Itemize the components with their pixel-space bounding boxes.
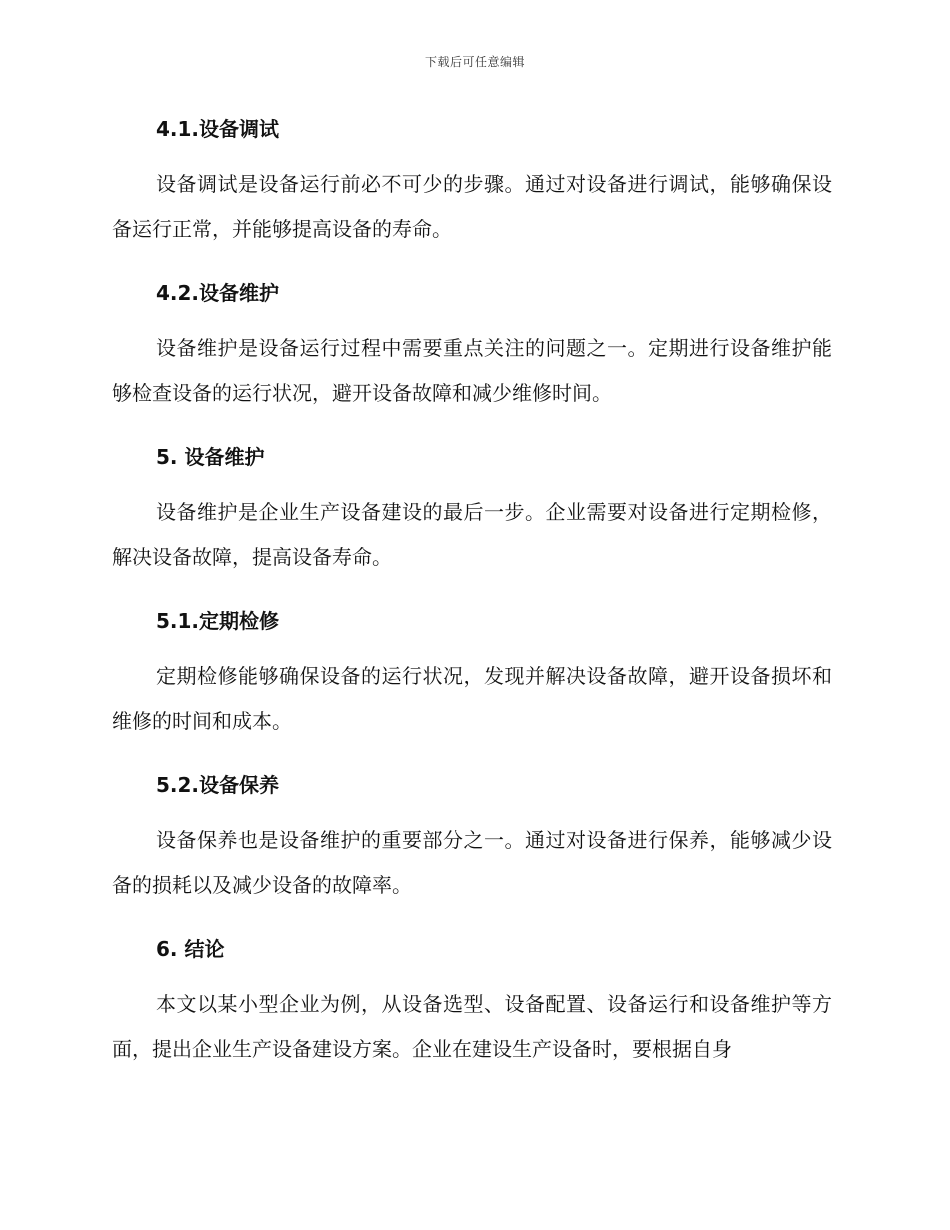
section-paragraph-4-1: 设备调试是设备运行前必不可少的步骤。通过对设备进行调试，能够确保设备运行正常，并能够提高设备的寿命。: [112, 172, 832, 241]
section-heading-5-1: 5.1.定期检修: [156, 609, 280, 633]
page-header-note: 下载后可任意编辑: [424, 55, 525, 69]
section-heading-4-2: 4.2.设备维护: [156, 281, 280, 305]
section-paragraph-5-1: 定期检修能够确保设备的运行状况，发现并解决设备故障，避开设备损坏和维修的时间和成本。: [112, 664, 832, 733]
section-paragraph-4-2: 设备维护是设备运行过程中需要重点关注的问题之一。定期进行设备维护能够检查设备的运行状况，避开设备故障和减少维修时间。: [112, 336, 832, 405]
section-heading-6: 6. 结论: [156, 937, 225, 961]
section-paragraph-5-2: 设备保养也是设备维护的重要部分之一。通过对设备进行保养，能够减少设备的损耗以及减少设备的故障率。: [112, 828, 832, 897]
section-heading-5: 5. 设备维护: [156, 445, 265, 469]
section-paragraph-5: 设备维护是企业生产设备建设的最后一步。企业需要对设备进行定期检修，解决设备故障，提高设备寿命。: [112, 500, 832, 569]
section-heading-5-2: 5.2.设备保养: [156, 773, 280, 797]
section-paragraph-6: 本文以某小型企业为例，从设备选型、设备配置、设备运行和设备维护等方面，提出企业生产设备建设方案。企业在建设生产设备时，要根据自身: [112, 992, 832, 1061]
document-body: [112, 112, 832, 1072]
section-heading-4-1: 4.1.设备调试: [156, 117, 280, 141]
